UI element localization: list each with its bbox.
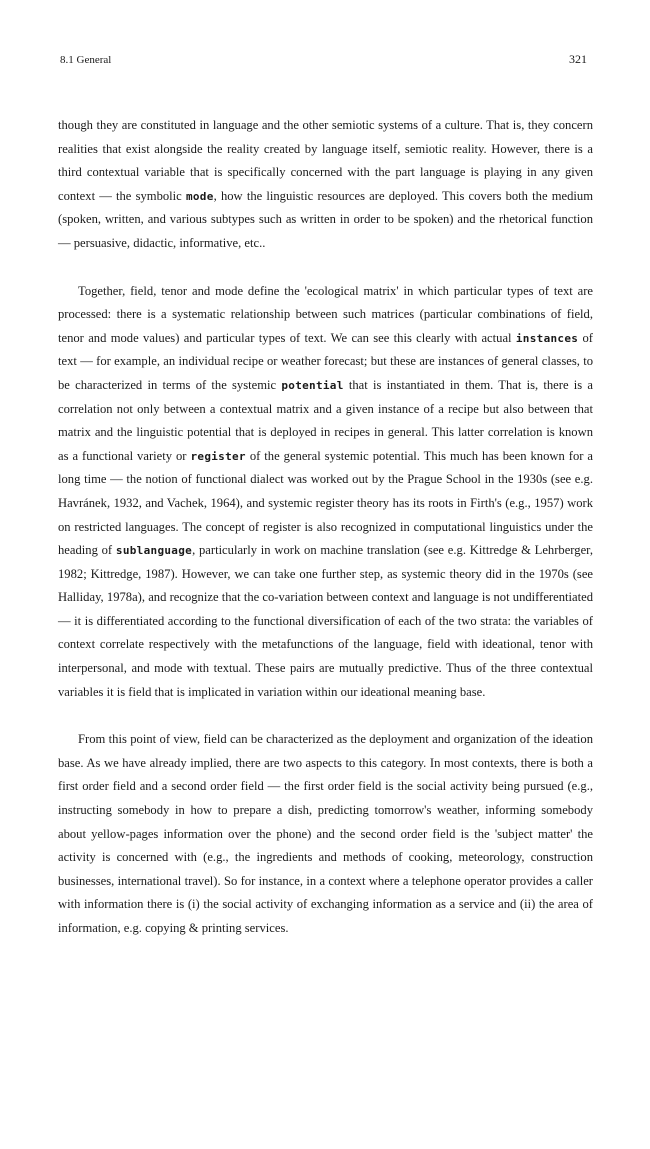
- section-heading: 8.1 General: [60, 54, 112, 66]
- book-page: [58, 52, 593, 941]
- body-text: [58, 114, 593, 941]
- emphasized-term: mode: [185, 189, 214, 203]
- paragraph-text: Together, field, tenor and mode define the 'ecological matrix' in which particular types of text are processed: there is a systematic relationship between such matrices (particular combinations of field, tenor and mode values) and particular types of text. We can see this clearly with actual: [58, 283, 593, 345]
- paragraph: [58, 280, 593, 705]
- paragraph-text: though they are constituted in language and the other semiotic systems of a culture. That is, they concern realities that exist alongside the reality created by language itself, semiotic reality. However, there is a third contextual variable that is specifically concerned with the part language is playing in any given context — the symbolic: [58, 118, 593, 203]
- emphasized-term: instances: [515, 331, 579, 345]
- paragraph-text: of the general systemic potential. This much has been known for a long time — the notion of functional dialect was worked out by the Prague School in the 1930s (see e.g. Havránek, 1932, and Vachek, 1964), and systemic register theory has its roots in Firth's (e.g., 1957) work on restricted languages. The concept of register is also recognized in computational linguistics under the heading of: [58, 448, 593, 558]
- running-header: [58, 52, 593, 72]
- paragraph-text: , how the linguistic resources are deployed. This covers both the medium (spoken, written, and various subtypes such as written in order to be spoken) and the rhetorical function — persuasive, didactic, informative, etc..: [58, 188, 593, 250]
- paragraph: [58, 728, 593, 940]
- emphasized-term: sublanguage: [115, 544, 193, 558]
- emphasized-term: register: [190, 449, 246, 463]
- paragraph-text: that is instantiated in them. That is, there is a correlation not only between a contextual matrix and a given instance of a recipe but also between that matrix and the linguistic potential that is deployed in recipes in general. This latter correlation is known as a functional variety or: [58, 377, 593, 463]
- emphasized-term: potential: [281, 378, 344, 392]
- paragraph-text: From this point of view, field can be characterized as the deployment and organization of the ideation base. As we have already implied, there are two aspects to this category. In most contexts, there is both a first order field and a second order field — the first order field is the social activity being pursued (e.g., instructing somebody in how to prepare a dish, predicting tomorrow's weather, informing somebody about yellow-pages information over the phone) and the second order field is the 'subject matter' the activity is concerned with (e.g., the ingredients and methods of cooking, meteorology, construction businesses, international travel). So for instance, in a context where a telephone operator provides a caller with information there is (i) the social activity of exchanging information as a service and (ii) the area of information, e.g. copying & printing services.: [58, 732, 593, 935]
- paragraph-text: , particularly in work on machine translation (see e.g. Kittredge & Lehrberger, 1982; Kittredge, 1987). However, we can take one further step, as systemic theory did in the 1970s (see Halliday, 1978a), and recognize that the co-variation between context and language is not undifferentiated — it is differentiated according to the functional diversification of each of the two strata: the variables of context correlate respectively with the metafunctions of the language, field with ideational, tenor with interpersonal, and mode with textual. These pairs are mutually predictive. Thus of the three contextual variables it is field that is implicated in variation within our ideational meaning base.: [58, 543, 594, 699]
- page-number: 321: [569, 52, 587, 66]
- paragraph: [58, 114, 593, 256]
- paragraph-text: of text — for example, an individual recipe or weather forecast; but these are instances of general classes, to be characterized in terms of the systemic: [58, 330, 594, 392]
